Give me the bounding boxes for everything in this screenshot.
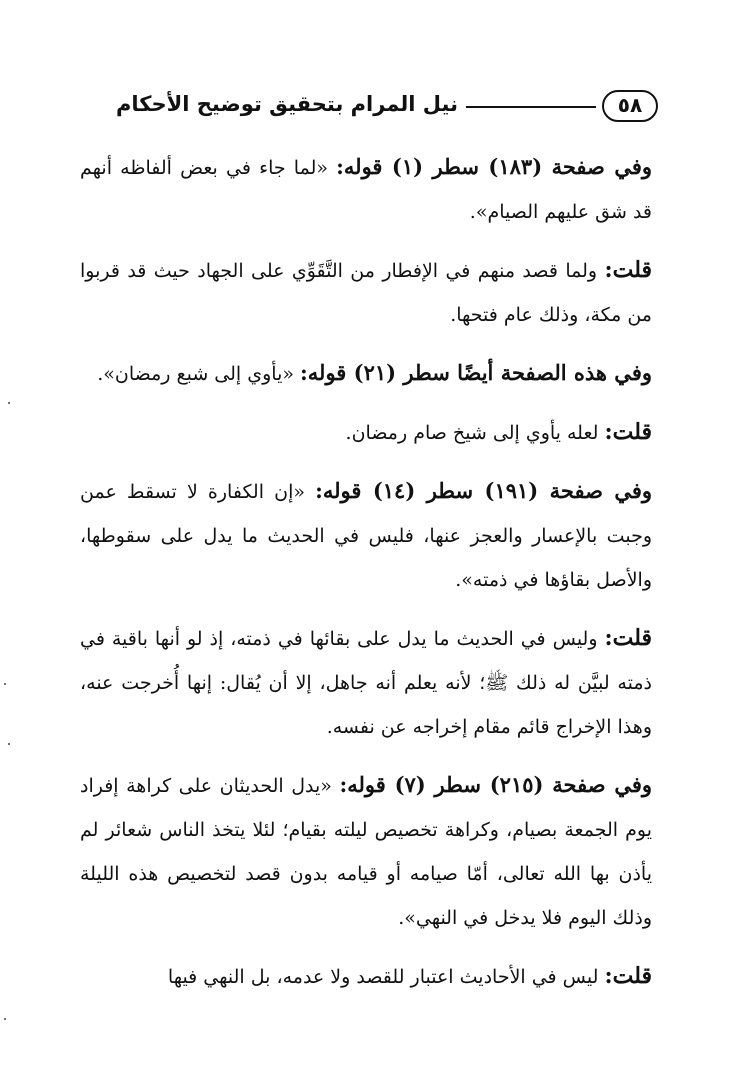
paragraph-1	[80, 145, 652, 234]
paragraph-lead: قلت:	[604, 419, 652, 445]
paragraph-6	[80, 616, 652, 749]
scan-speck	[8, 402, 10, 404]
paragraph-text: ليس في الأحاديث اعتبار للقصد ولا عدمه، بل النهي فيها	[167, 966, 605, 988]
paragraph-lead: قلت:	[604, 963, 652, 989]
paragraph-text: لعله يأوي إلى شيخ صام رمضان.	[345, 422, 605, 444]
paragraph-lead: قلت:	[604, 625, 652, 651]
paragraph-text: «لما جاء في بعض ألفاظه أنهم قد شق عليهم الصيام».	[80, 157, 652, 223]
paragraph-2	[80, 248, 652, 337]
paragraph-text: وليس في الحديث ما يدل على بقائها في ذمته، إذ لو أنها باقية في ذمته لبيَّن له ذلك ﷺ؛ لأنه يعلم أنه جاهل، إلا أن يُقال: إنها أُخرجت عنه، وهذا الإخراج قائم مقام إخراجه عن نفسه.	[80, 628, 652, 738]
paragraph-text: «يدل الحديثان على كراهة إفراد يوم الجمعة بصيام، وكراهة تخصيص ليلته بقيام؛ لئلا يتخذ الناس شعائر لم يأذن بها الله تعالى، أمّا صيامه أو قيامه بدون قصد لتخصيص هذه الليلة وذلك اليوم فلا يدخل في النهي».	[80, 775, 652, 929]
paragraph-4	[80, 410, 652, 455]
paragraph-8	[80, 954, 652, 999]
paragraph-7	[80, 763, 652, 940]
paragraph-lead: وفي هذه الصفحة أيضًا سطر (٢١) قوله:	[300, 360, 652, 385]
page-body	[80, 145, 652, 1013]
header-rule	[466, 106, 596, 108]
book-title: نيل المرام بتحقيق توضيح الأحكام	[116, 92, 458, 116]
paragraph-lead: وفي صفحة (٢١٥) سطر (٧) قوله:	[339, 772, 653, 797]
paragraph-text: «إن الكفارة لا تسقط عمن وجبت بالإعسار والعجز عنها، فليس في الحديث ما يدل على سقوطها، والأصل بقاؤها في ذمته».	[80, 481, 652, 591]
paragraph-lead: قلت:	[604, 257, 652, 283]
paragraph-text: «يأوي إلى شبع رمضان».	[97, 363, 301, 385]
page-number-badge: ٥٨	[602, 90, 658, 122]
paragraph-lead: وفي صفحة (١٩١) سطر (١٤) قوله:	[315, 478, 653, 503]
scan-speck	[4, 1018, 6, 1020]
paragraph-5	[80, 469, 652, 602]
paragraph-lead: وفي صفحة (١٨٣) سطر (١) قوله:	[336, 154, 653, 179]
scan-speck	[8, 743, 10, 745]
paragraph-3	[80, 351, 652, 396]
paragraph-text: ولما قصد منهم في الإفطار من التَّقَوِّي على الجهاد حيث قد قربوا من مكة، وذلك عام فتحها.	[80, 260, 652, 326]
page-header	[80, 88, 658, 128]
scan-speck	[4, 683, 6, 685]
